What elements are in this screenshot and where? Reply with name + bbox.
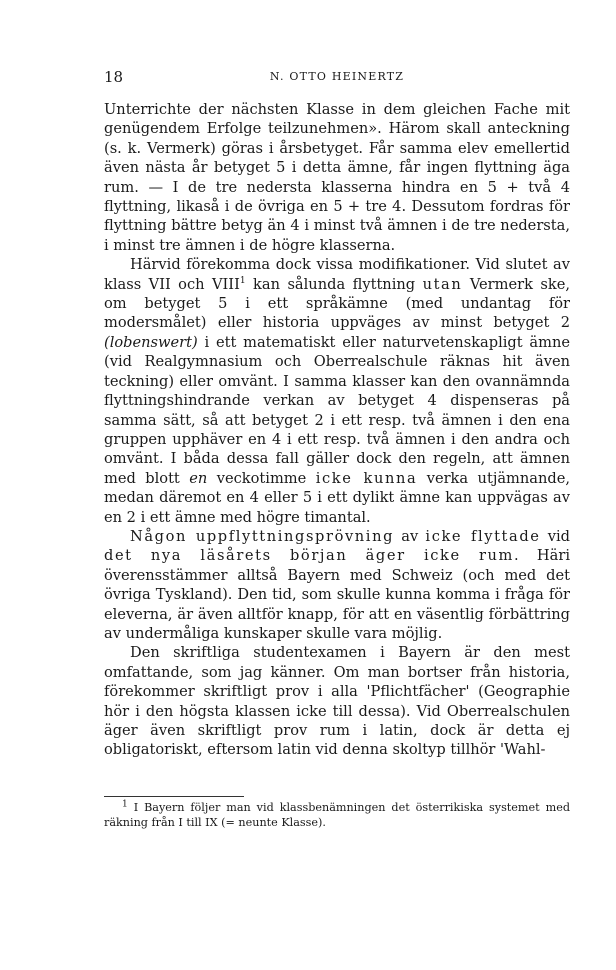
body-text	[104, 100, 570, 760]
paragraph-3	[104, 527, 570, 643]
footnote-mark: 1	[122, 799, 128, 810]
footnote-divider	[104, 796, 244, 797]
footnote-text: I Bayern följer man vid klassbenämningen det österrikiska systemet med räkning från I till IX (= neunte Klasse).	[104, 801, 570, 829]
paragraph-2-text-a: Härvid förekomma dock vissa modifikationer. Vid slutet av klass VII och VIII	[104, 256, 570, 293]
paragraph-2-text-c: Vermerk ske, om betyget 5 i ett språkämne (med undantag för modersmålet) eller historia uppväges av minst betyget 2	[104, 275, 570, 332]
page-header	[104, 68, 570, 90]
paragraph-3-text-c: Häri överensstämmer alltså Bayern med Schweiz (och med det övriga Tyskland). Den tid, som skulle kunna komma i fråga för eleverna, är även alltför knapp, för att en väsentlig förbättring av undermåliga kunskaper skulle vara möjlig.	[104, 547, 570, 642]
paragraph-2-text-f: verka utjämnande, medan däremot en 4 eller 5 i ett dylikt ämne kan uppvägas av en 2 i ett ämne med högre timantal.	[104, 469, 570, 526]
paragraph-2-text-d: i ett matematiskt eller naturvetenskapligt ämne (vid Realgymnasium och Oberrealschule räknas hit även teckning) eller omvänt. I samma klasser kan den ovannämnda flyttningshindrande verkan av betyget 4 dispenseras på samma sätt, så att betyget 2 i ett resp. två ämnen i den ena gruppen upphäver en 4 i ett resp. två ämnen i den andra och omvänt. I båda dessa fall gäller dock den regeln, att ämnen med blott	[104, 333, 570, 487]
italic-en: en	[189, 469, 208, 487]
paragraph-2-text-b: kan sålunda flyttning	[245, 275, 423, 293]
footnote	[104, 800, 570, 830]
paragraph-3-text-b: vid	[540, 527, 570, 545]
italic-lobenswert: (lobenswert)	[104, 333, 198, 351]
paragraph-2	[104, 255, 570, 527]
running-head: N. OTTO HEINERTZ	[269, 70, 405, 83]
paragraph-1-text: Unterrichte der nächsten Klasse in dem gleichen Fache mit genügendem Erfolge teilzunehmen». Härom skall anteckning (s. k. Vermerk) göras i årsbetyget. Får samma elev emellertid även nästa år betyget 5 i detta ämne, får ingen flyttning äga rum. — I de tre nedersta klasserna hindra en 5 + två 4 flyttning, likaså i de övriga en 5 + tre 4. Dessutom fordras för flyttning bättre betyg än 4 i minst två ämnen i de tre nedersta, i minst tre ämnen i de högre klasserna.	[104, 101, 570, 254]
emphasis-icke-kunna: icke kunna	[315, 469, 418, 487]
emphasis-uppflyttningsprovning: Någon uppflyttningsprövning	[130, 527, 395, 545]
page-number: 18	[104, 68, 124, 86]
footnote-reference: 1	[239, 275, 246, 286]
paragraph-3-text-a: av	[394, 527, 426, 545]
paragraph-1	[104, 100, 570, 255]
paragraph-2-text-e: veckotimme	[207, 469, 316, 487]
emphasis-utan: utan	[422, 275, 463, 293]
emphasis-lasarets-borjan: det nya läsårets början äger icke rum.	[104, 547, 521, 565]
paragraph-4	[104, 643, 570, 759]
paragraph-4-text: Den skriftliga studentexamen i Bayern är den mest omfattande, som jag känner. Om man bortser från historia, förekommer skriftligt prov i alla 'Pflichtfächer' (Geographie hör i den högsta klassen icke till dessa). Vid Oberrealschulen äger även skriftligt prov rum i latin, dock är detta ej obligatoriskt, eftersom latin vid denna skoltyp tillhör 'Wahl-	[104, 644, 570, 759]
emphasis-icke-flyttade: icke flyttade	[425, 527, 541, 545]
